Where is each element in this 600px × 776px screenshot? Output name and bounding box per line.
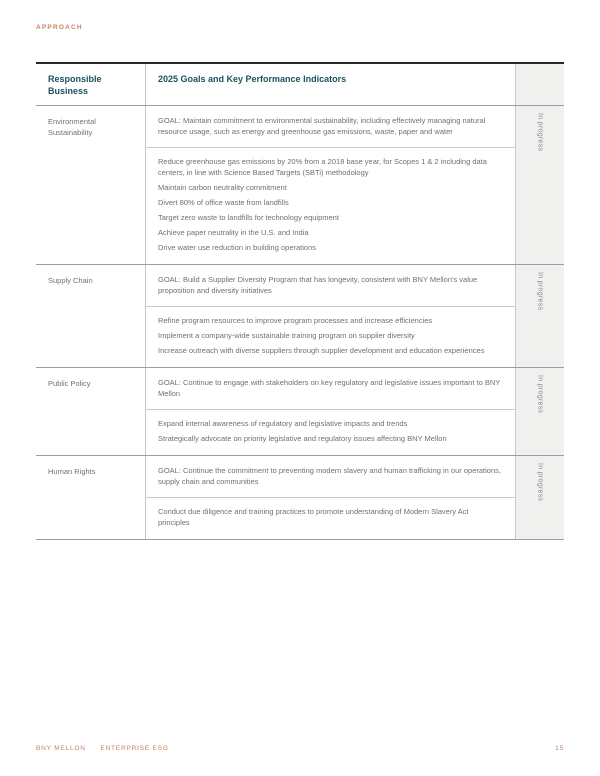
goals-kpi-table bbox=[36, 62, 564, 540]
kpi-item: Achieve paper neutrality in the U.S. and India bbox=[158, 228, 309, 237]
table-row bbox=[36, 264, 564, 367]
kpi-item: Conduct due diligence and training practices to promote understanding of Modern Slavery Act principles bbox=[158, 507, 469, 527]
row-goal-column bbox=[146, 106, 516, 264]
row-category-label: Environmental Sustainability bbox=[36, 106, 146, 264]
table-row bbox=[36, 367, 564, 455]
status-label: In progress bbox=[536, 272, 544, 311]
row-kpi-items bbox=[146, 410, 515, 455]
kpi-item: Implement a company-wide sustainable training program on supplier diversity bbox=[158, 331, 415, 340]
col-header-goals-kpis: 2025 Goals and Key Performance Indicators bbox=[146, 64, 516, 105]
col-header-status bbox=[516, 64, 564, 105]
table-row bbox=[36, 455, 564, 539]
kpi-item: Reduce greenhouse gas emissions by 20% from a 2018 base year, for Scopes 1 & 2 including data centers, in line with Science Based Targets (SBTi) methodology bbox=[158, 157, 487, 177]
row-goal-column bbox=[146, 265, 516, 367]
row-goal-text: GOAL: Build a Supplier Diversity Program that has longevity, consistent with BNY Mellon's value proposition and diversity initiatives bbox=[146, 265, 515, 307]
footer-report-title bbox=[36, 745, 181, 752]
footer-section: ENTERPRISE ESG bbox=[100, 745, 169, 752]
row-status-cell bbox=[516, 368, 564, 455]
status-label: In progress bbox=[536, 113, 544, 152]
status-label: In progress bbox=[536, 463, 544, 502]
row-goal-text: GOAL: Continue the commitment to preventing modern slavery and human trafficking in our operations, supply chain and communities bbox=[146, 456, 515, 498]
page-number: 15 bbox=[555, 745, 564, 752]
kpi-item: Strategically advocate on priority legislative and regulatory issues affecting BNY Mellon bbox=[158, 434, 447, 443]
page-footer bbox=[36, 745, 564, 752]
row-status-cell bbox=[516, 456, 564, 539]
kpi-item: Refine program resources to improve program processes and increase efficiencies bbox=[158, 316, 433, 325]
row-category-label: Supply Chain bbox=[36, 265, 146, 367]
row-goal-text: GOAL: Continue to engage with stakeholders on key regulatory and legislative issues important to BNY Mellon bbox=[146, 368, 515, 410]
row-goal-column bbox=[146, 368, 516, 455]
row-status-cell bbox=[516, 106, 564, 264]
row-goal-text: GOAL: Maintain commitment to environmental sustainability, including effectively managing natural resource usage, such as energy and greenhouse gas emissions, waste, paper and water bbox=[146, 106, 515, 148]
row-kpi-items bbox=[146, 307, 515, 367]
row-kpi-items bbox=[146, 498, 515, 539]
section-eyebrow: APPROACH bbox=[36, 24, 83, 31]
row-category-label: Human Rights bbox=[36, 456, 146, 539]
status-label: In progress bbox=[536, 375, 544, 414]
kpi-item: Divert 80% of office waste from landfills bbox=[158, 198, 289, 207]
kpi-item: Increase outreach with diverse suppliers through supplier development and education experiences bbox=[158, 346, 485, 355]
table-body bbox=[36, 105, 564, 539]
col-header-responsible-business: Responsible Business bbox=[36, 64, 146, 105]
kpi-item: Drive water use reduction in building operations bbox=[158, 243, 317, 252]
row-kpi-items bbox=[146, 148, 515, 264]
table-header-row bbox=[36, 64, 564, 105]
kpi-item: Maintain carbon neutrality commitment bbox=[158, 183, 287, 192]
table-row bbox=[36, 105, 564, 264]
footer-brand: BNY MELLON bbox=[36, 745, 86, 752]
row-category-label: Public Policy bbox=[36, 368, 146, 455]
row-goal-column bbox=[146, 456, 516, 539]
kpi-item: Expand internal awareness of regulatory and legislative impacts and trends bbox=[158, 419, 408, 428]
row-status-cell bbox=[516, 265, 564, 367]
kpi-item: Target zero waste to landfills for technology equipment bbox=[158, 213, 339, 222]
